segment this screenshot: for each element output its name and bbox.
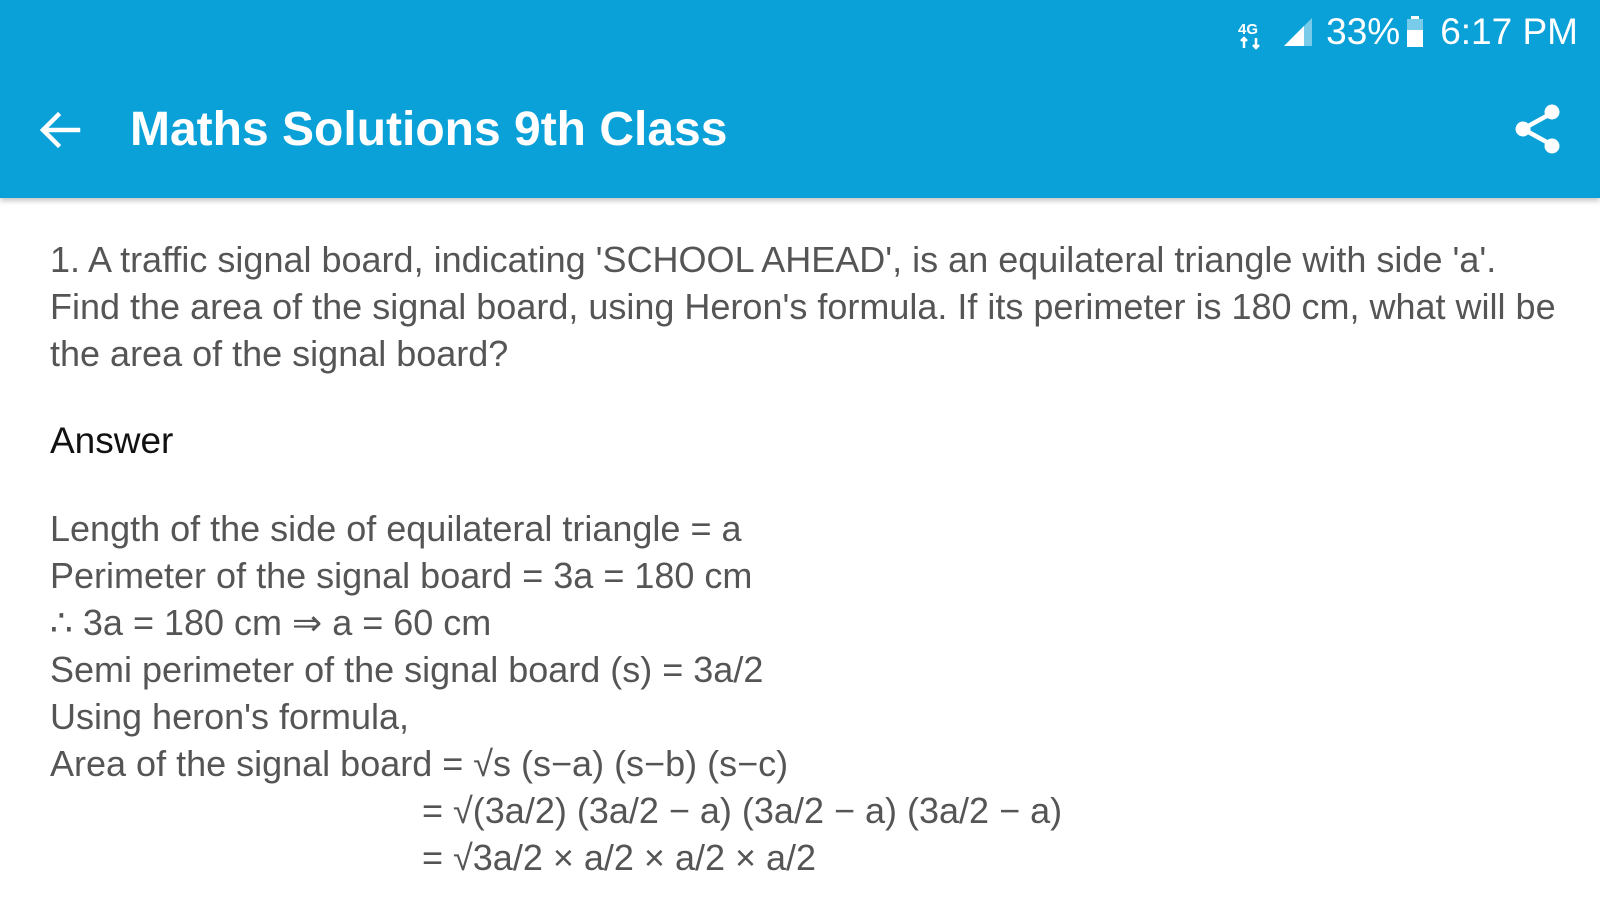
question-text: 1. A traffic signal board, indicating 'SCHOOL AHEAD', is an equilateral triangle with side 'a'. Find the area of the signal board, using Heron's formula. If its perimeter is 180 cm, what will be the area of the signal board? [50,239,1556,374]
svg-text:4G: 4G [1238,21,1259,38]
4g-data-icon [1236,14,1272,50]
back-button[interactable] [30,100,90,160]
solution-step: Using heron's formula, [50,696,410,737]
solution-step: Semi perimeter of the signal board (s) = 3a/2 [50,649,764,690]
toolbar [0,62,1600,198]
solution-step: Area of the signal board = √s (s−a) (s−b) (s−c) [50,743,789,784]
share-icon [1511,102,1565,156]
solution-step: ∴ 3a = 180 cm ⇒ a = 60 cm [50,602,492,643]
status-time: 6:17 PM [1440,11,1578,52]
share-button[interactable] [1506,97,1570,161]
answer-heading: Answer [50,420,174,461]
cell-signal-icon [1282,16,1314,48]
solution-step: Length of the side of equilateral triangle = a [50,508,742,549]
solution-content [50,236,1570,881]
arrow-left-icon [36,106,84,154]
status-bar [1236,8,1578,56]
solution-step: = √3a/2 × a/2 × a/2 × a/2 [422,837,817,878]
page-title: Maths Solutions 9th Class [130,103,728,156]
battery-icon [1406,16,1424,48]
solution-step: = √(3a/2) (3a/2 − a) (3a/2 − a) (3a/2 − a) [422,790,1063,831]
battery-percent: 33% [1326,11,1401,52]
app-bar [0,0,1600,198]
solution-step: Perimeter of the signal board = 3a = 180 cm [50,555,753,596]
solution-steps [50,505,1570,881]
